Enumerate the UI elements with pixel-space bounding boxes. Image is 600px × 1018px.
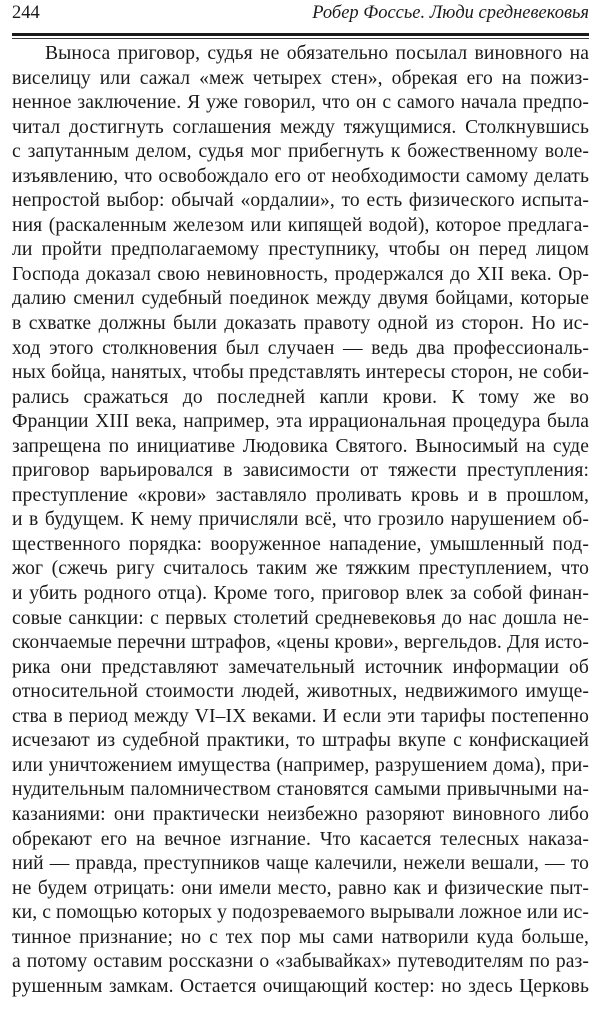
text-line: ки, с помощью которых у подозреваемого вырывали ложное или ис- [12,902,589,924]
text-line: далию сменил судебный поединок между двумя бойцами, которые [12,288,589,310]
text-line: ли пройти предполагаемому преступнику, чтобы он перед лицом [12,239,589,261]
page-number: 244 [12,3,40,23]
text-line: и убить родного отца). Кроме того, приговор влек за собой финан- [12,583,589,605]
text-line: рика они представляют замечательный источник информации об [12,656,589,678]
text-line: щественного порядка: вооруженное нападение, умышленный под- [12,533,589,555]
text-line: ний — правда, преступников чаще калечили, нежели вешали, — то [12,853,589,875]
text-line: и в будущем. К нему причисляли всё, что грозило нарушением об- [12,509,589,531]
text-line: или уничтожением имущества (например, разрушением дома), при- [12,754,589,776]
text-line: казаниями: они практически неизбежно разоряют виновного либо [12,803,589,825]
text-line: непростой выбор: обычай «ордалии», то есть физического испыта- [12,190,589,212]
running-head [12,0,589,30]
text-line: ных бойца, нанятых, чтобы представлять интересы сторон, не соби- [12,362,589,384]
text-line: скончаемые перечни штрафов, «цены крови», вергельдов. Для исто- [12,632,589,654]
text-line: исчезают из судебной практики, то штрафы вкупе с конфискацией [12,730,589,752]
body-paragraph [12,42,589,999]
text-line: совые санкции: с первых столетий средневековья до нас дошла не- [12,607,589,629]
text-line: а потому оставим россказни о «забывайках» путеводителям по раз- [12,951,589,973]
text-line: Выноса приговор, судья не обязательно посылал виновного на [45,43,589,64]
text-line: рались сражаться до последней капли крови. К тому же во [12,386,589,408]
header-rule-thick [12,33,589,36]
header-rule-thin [12,38,589,39]
text-line: в схватке должны были доказать правоту одной из сторон. Но ис- [12,313,589,335]
text-line: с запутанным делом, судья мог прибегнуть к божественному воле- [12,141,589,163]
text-line: приговор варьировался в зависимости от тяжести преступления: [12,460,589,482]
text-line: обрекают его на вечное изгнание. Что касается телесных наказа- [12,828,589,850]
text-line: жог (сжечь ригу считалось таким же тяжким преступлением, что [12,558,589,580]
text-line: виселицу или сажал «меж четырех стен», обрекая его на пожиз- [12,67,589,89]
text-line: нудительным паломничеством становятся самыми привычными на- [12,779,589,801]
book-page [12,0,589,997]
text-line: Франции XIII века, например, эта иррациональная процедура была [12,411,589,433]
text-line: тинное признание; но с тех пор мы сами натворили куда больше, [12,926,589,948]
text-line: ход этого столкновения был случаен — ведь два профессиональ- [12,337,589,359]
text-line: читал достигнуть соглашения между тяжущимися. Столкнувшись [12,116,589,138]
text-line: запрещена по инициативе Людовика Святого. Выносимый на суде [12,435,589,457]
text-line: не будем отрицать: они имели место, равно как и физические пыт- [12,877,589,899]
text-line: ненное заключение. Я уже говорил, что он с самого начала предпо- [12,92,589,114]
text-line: преступление «крови» заставляло проливать кровь и в прошлом, [12,484,589,506]
text-line: Господа доказал свою невиновность, продержался до XII века. Ор- [12,263,589,285]
text-line: изъявлению, что освобождало его от необходимости самому делать [12,165,589,187]
text-line: рушенным замкам. Остается очищающий костер: но здесь Церковь [12,975,589,997]
text-line: относительной стоимости людей, животных, недвижимого имуще- [12,681,589,703]
text-line: ства в период между VI–IX веками. И если эти тарифы постепенно [12,705,589,727]
text-line: ния (раскаленным железом или кипящей водой), которое предлага- [12,214,589,236]
running-title: Робер Фоссье. Люди средневековья [312,3,589,23]
